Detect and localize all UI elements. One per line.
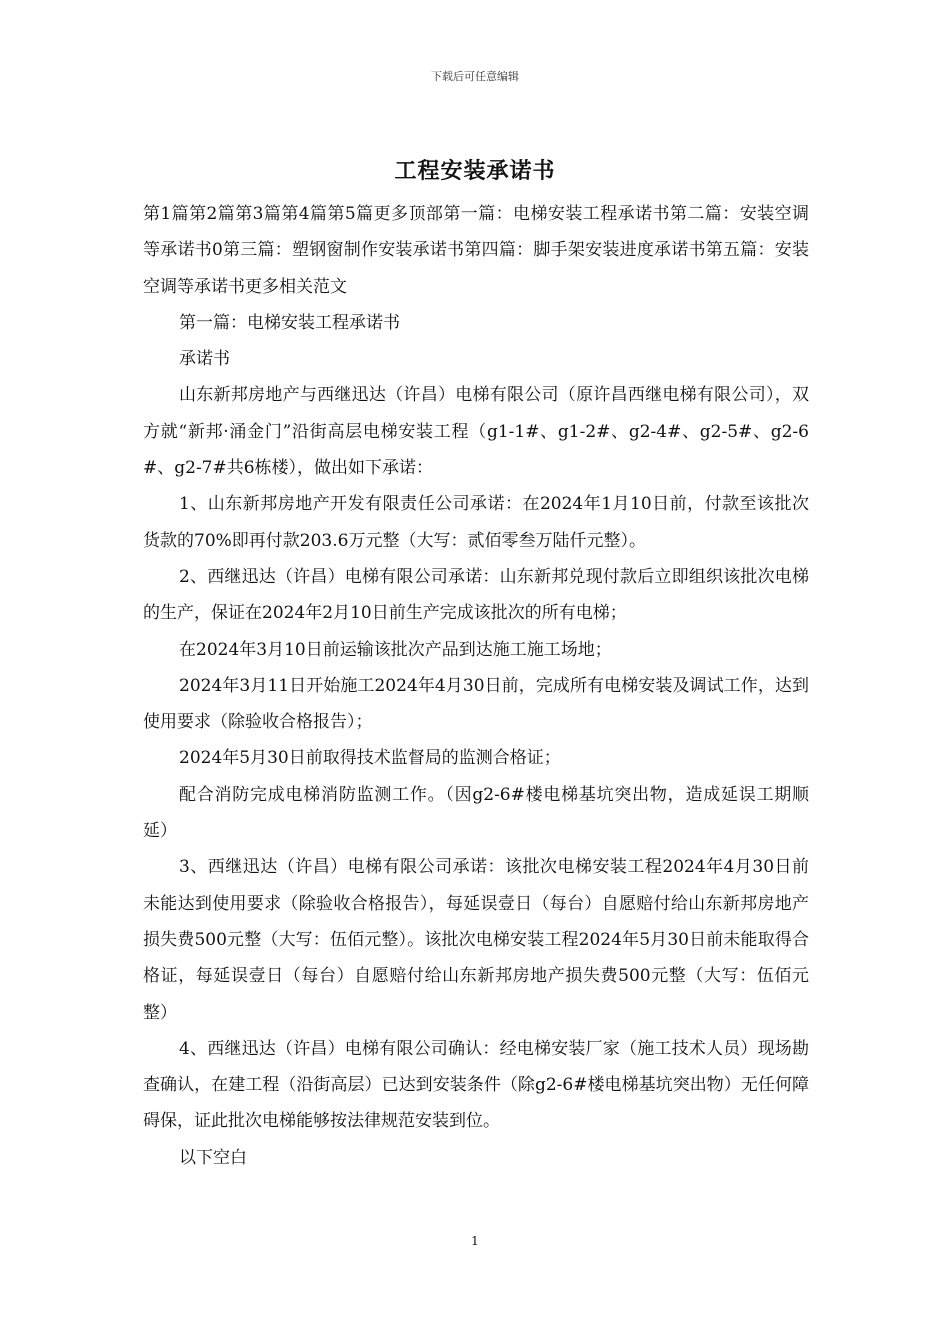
paragraph: 配合消防完成电梯消防监测工作。（因g2-6#楼电梯基坑突出物，造成延误工期顺延） <box>143 784 809 842</box>
paragraph: 2024年3月11日开始施工2024年4月30日前，完成所有电梯安装及调试工作，达到使用要求（除验收合格报告）； <box>143 675 809 733</box>
section-heading: 第一篇：电梯安装工程承诺书 <box>179 312 400 333</box>
paragraph: 以下空白 <box>179 1147 247 1168</box>
document-body <box>143 196 809 1176</box>
subheading: 承诺书 <box>179 349 230 370</box>
page-header-note: 下载后可任意编辑 <box>431 70 519 83</box>
paragraph: 在2024年3月10日前运输该批次产品到达施工施工场地； <box>179 639 612 660</box>
paragraph: 2、西继迅达（许昌）电梯有限公司承诺：山东新邦兑现付款后立即组织该批次电梯的生产，保证在2024年2月10日前生产完成该批次的所有电梯； <box>143 566 809 624</box>
page-number: 1 <box>471 1234 479 1248</box>
paragraph: 2024年5月30日前取得技术监督局的监测合格证； <box>179 748 561 769</box>
document-title: 工程安装承诺书 <box>394 158 556 184</box>
paragraph: 1、山东新邦房地产开发有限责任公司承诺：在2024年1月10日前，付款至该批次货款的70%即再付款203.6万元整（大写：贰佰零叁万陆仟元整）。 <box>143 494 809 551</box>
paragraph: 4、西继迅达（许昌）电梯有限公司确认：经电梯安装厂家（施工技术人员）现场勘查确认，在建工程（沿街高层）已达到安装条件（除g2-6#楼电梯基坑突出物）无任何障碍保，证此批次电梯能够按法律规范安装到位。 <box>143 1038 809 1132</box>
paragraph: 3、西继迅达（许昌）电梯有限公司承诺：该批次电梯安装工程2024年4月30日前未能达到使用要求（除验收合格报告），每延误壹日（每台）自愿赔付给山东新邦房地产损失费500元整（大写：伍佰元整）。该批次电梯安装工程2024年5月30日前未能取得合格证，每延误壹日（每台）自愿赔付给山东新邦房地产损失费500元整（大写：伍佰元整） <box>143 857 809 1023</box>
paragraph: 山东新邦房地产与西继迅达（许昌）电梯有限公司（原许昌西继电梯有限公司），双方就“新邦·涌金门”沿街高层电梯安装工程（g1-1#、g1-2#、g2-4#、g2-5#、g2-6#、g2-7#共6栋楼），做出如下承诺： <box>143 385 809 479</box>
table-of-contents-paragraph: 第1篇第2篇第3篇第4篇第5篇更多顶部第一篇：电梯安装工程承诺书第二篇：安装空调等承诺书0第三篇：塑钢窗制作安装承诺书第四篇：脚手架安装进度承诺书第五篇：安装空调等承诺书更多相关范文 <box>143 204 809 297</box>
